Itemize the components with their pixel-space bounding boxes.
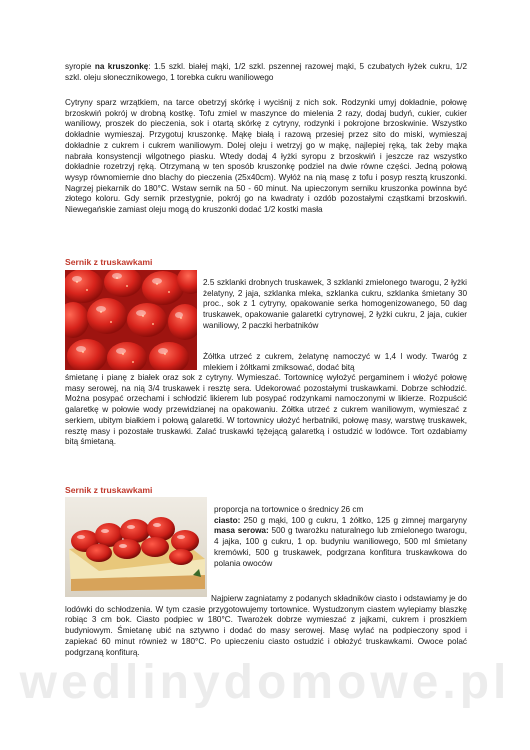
- recipe-3-title: Sernik z truskawkami: [65, 485, 153, 495]
- dough-text: 250 g mąki, 100 g cukru, 1 żółtko, 125 g zimnej margaryny: [240, 515, 467, 525]
- recipe-3-ingredients: [214, 505, 467, 569]
- recipe-3-pan-size: proporcja na tortownice o średnicy 26 cm: [214, 505, 364, 514]
- recipe-2-ingredients: 2.5 szklanki drobnych truskawek, 3 szklanki zmielonego twarogu, 2 łyżki żelatyny, 2 jaja, szklanka mleka, szklanka cukru, szklanka śmietany 30 proc., sok z 1 cytryny, opakowanie serka homogenizowanego, 50 dag truskawek, opakowanie galaretki cytrynowej, 2 łyżki cukru, 2 jaja, cukier waniliowy, 2 paczki herbatników: [203, 278, 467, 330]
- mass-label: masa serowa:: [214, 526, 269, 536]
- cheesecake-photo: [65, 497, 207, 597]
- recipe-2-method: śmietanę i pianę z białek oraz sok z cytryny. Wymieszać. Tortownicę wyłożyć pergaminem i włożyć połowę masy serowej, na nią 3/4 truskawek i resztę sera. Udekorować pozostałymi truskawkami. Dobrze schłodzić. Można posypać orzechami i schłodzić likierem lub posypać rodzynkami namoczonymi w likierze. Rozpuścić galaretkę w połowie wody przewidzianej na opakowaniu. Żółtka utrzeć z cukrem waniliowym, wymieszać z serkiem, ubitym białkiem i połową galaretki. W tortownicy ułożyć herbatniki, połowę masy, warstwę truskawek, resztę masy i pozostałe truskawki. Zalać truskawki tężejącą galaretką i ostudzić w lodówce. Tort ozdabiamy bitą śmietaną.: [65, 373, 467, 447]
- intro-paragraph: [65, 62, 467, 83]
- intro-rest: : 1.5 szkl. białej mąki, 1/2 szkl. pszennej razowej mąki, 5 czubatych łyżek cukru, 1/2 szkl. oleju słonecznikowego, 1 torebka cukru waniliowego: [65, 62, 468, 82]
- recipe-2-method-side: Żółtka utrzeć z cukrem, żelatynę namoczyć w 1,4 l wody. Twaróg z mlekiem i żółtkami zmiksować, dodać bitą: [203, 352, 467, 372]
- method-paragraph-1: Cytryny sparz wrzątkiem, na tarce obetrzyj skórkę i wyciśnij z nich sok. Rodzynki umyj dokładnie, połowę brzoskwiń pokrój w drobną kostkę. Tofu zmiel w maszynce do mielenia 2 razy, dodaj budyń, cukier, cukier waniliowy, proszek do pieczenia, sok i otartą skórkę z cytryny, rodzynki i pokrojone brzoskwinie. Wszystko dokładnie wymieszaj. Przygotuj kruszonkę. Mąkę białą i razową przesiej przez sito do miski, wymieszaj dokładnie z cukrem i cukrem waniliowym. Dolej oleju i wetrzyj go w mąkę, najlepiej ręką, tak żeby mąka nabrała konsystencji wilgotnego piasku. Wtedy dodaj 4 łyżki syropu z brzoskwiń i jeszcze raz wszystko dokładnie rozetrzyj ręką. Otrzymaną w ten sposób kruszonkę podziel na dwie równe części. Jedną połową wysyp równomiernie dno blachy do pieczenia (25x40cm). Wyłóż na nią masę z tofu i posyp resztą kruszonki. Nagrzej piekarnik do 180°C. Wstaw sernik na 50 - 60 minut. Na upieczonym serniku kruszonka powinna być złotego koloru. Gdy sernik przestygnie, pokrój go na kwadraty i ozdób pozostałymi cząstkami brzoskwiń. Niewegańskie zamiast oleju mogą do kruszonki dodać 1/2 kostki masła: [65, 98, 467, 215]
- intro-bold: na kruszonkę: [94, 62, 149, 71]
- mass-text: 500 g twarożku naturalnego lub zmielonego twarogu, 4 jajka, 100 g cukru, 1 op. budyniu waniliowego, 500 ml śmietany kremówki, 500 g truskawek, podgrzana konfitura truskawkowa do polania owoców: [214, 526, 467, 568]
- strawberries-photo: [65, 270, 197, 370]
- watermark: wedlinydomowe.pl: [19, 656, 511, 709]
- intro-lead: syropie: [65, 62, 95, 71]
- recipe-2-title: Sernik z truskawkami: [65, 257, 153, 267]
- dough-label: ciasto:: [214, 515, 241, 525]
- recipe-3-method: Najpierw zagniatamy z podanych składników ciasto i odstawiamy je do lodówki do schłodzenia. W tym czasie przygotowujemy tortownice. Wystudzonym ciastem wylepiamy blaszkę robiąc 3 cm bok. Ciasto podpiec w 180°C. Twarożek dobrze wymieszać z jajkami, cukrem i proszkiem budyniowym. Śmietanę ubić na sztywno i dodać do masy serowej. Masę wylać na podpieczony spod i zapiekać 60 minut również w 180°C. Po upieczeniu ciasto ostudzić i obłożyć truskawkami. Owoce polać podgrzaną konfiturą.: [65, 594, 467, 657]
